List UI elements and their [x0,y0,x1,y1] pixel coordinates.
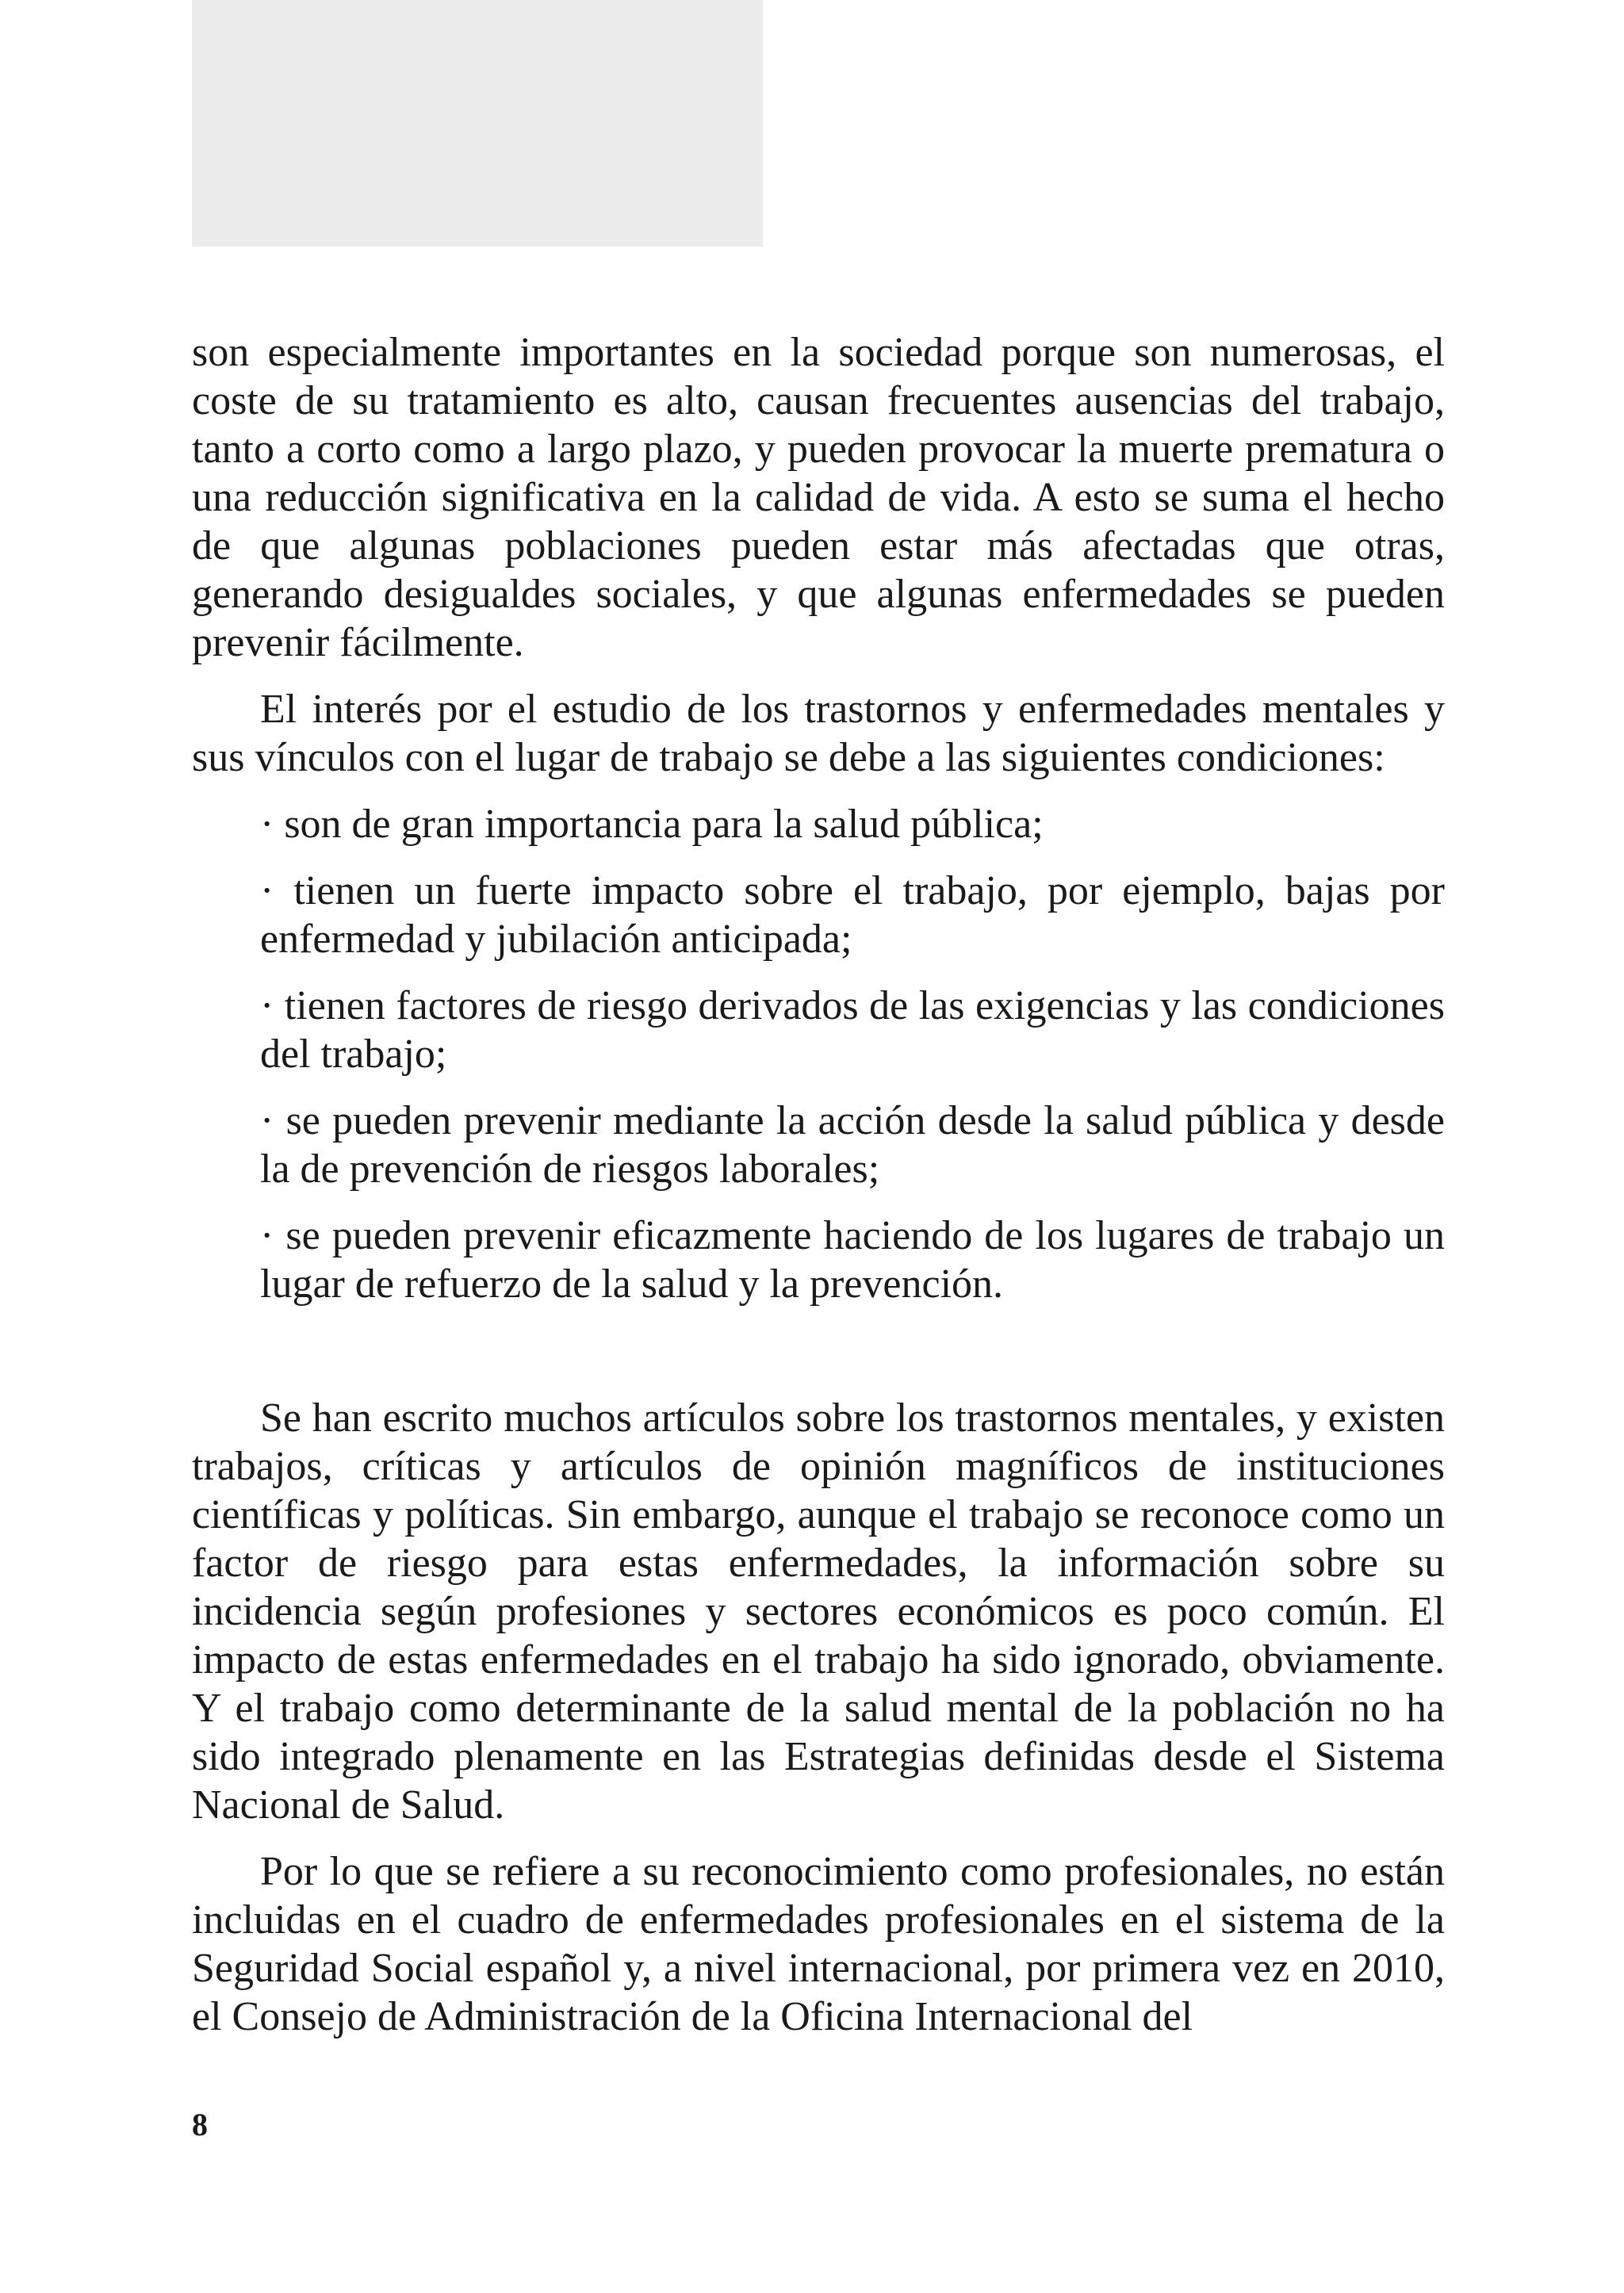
bullet-item: · se pueden prevenir mediante la acción desde la salud pública y desde la de prevención de riesgos laborales; [260,1098,1445,1192]
bullet-item: · se pueden prevenir eficazmente haciendo de los lugares de trabajo un lugar de refuerzo de la salud y la prevención. [260,1213,1445,1307]
header-block [192,0,763,247]
text-body [192,328,1445,2041]
bullet-item: · tienen un fuerte impacto sobre el trabajo, por ejemplo, bajas por enfermedad y jubilación anticipada; [260,868,1445,962]
paragraph-4: Por lo que se refiere a su reconocimiento como profesionales, no están incluidas en el cuadro de enfermedades profesionales en el sistema de la Seguridad Social español y, a nivel internacional, por primera vez en 2010, el Consejo de Administración de la Oficina Internacional del [192,1849,1445,2039]
page-number: 8 [192,2107,208,2142]
bullet-item: · son de gran importancia para la salud pública; [260,802,1044,847]
paragraph-3: Se han escrito muchos artículos sobre los trastornos mentales, y existen trabajos, críticas y artículos de opinión magníficos de instituciones científicas y políticas. Sin embargo, aunque el trabajo se reconoce como un factor de riesgo para estas enfermedades, la información sobre su incidencia según profesiones y sectores económicos es poco común. El impacto de estas enfermedades en el trabajo ha sido ignorado, obviamente. Y el trabajo como determinante de la salud mental de la población no ha sido integrado plenamente en las Estrategias definidas desde el Sistema Nacional de Salud. [192,1395,1445,1828]
paragraph-2: El interés por el estudio de los trastornos y enfermedades mentales y sus vínculos con el lugar de trabajo se debe a las siguientes condiciones: [192,687,1445,780]
bullet-list [192,800,1445,1308]
paragraph-1: son especialmente importantes en la sociedad porque son numerosas, el coste de su tratamiento es alto, causan frecuentes ausencias del trabajo, tanto a corto como a largo plazo, y pueden provocar la muerte prematura o una reducción significativa en la calidad de vida. A esto se suma el hecho de que algunas poblaciones pueden estar más afectadas que otras, generando desigualdes sociales, y que algunas enfermedades se pueden prevenir fácilmente. [192,330,1445,665]
bullet-item: · tienen factores de riesgo derivados de las exigencias y las condiciones del trabajo; [260,983,1445,1077]
